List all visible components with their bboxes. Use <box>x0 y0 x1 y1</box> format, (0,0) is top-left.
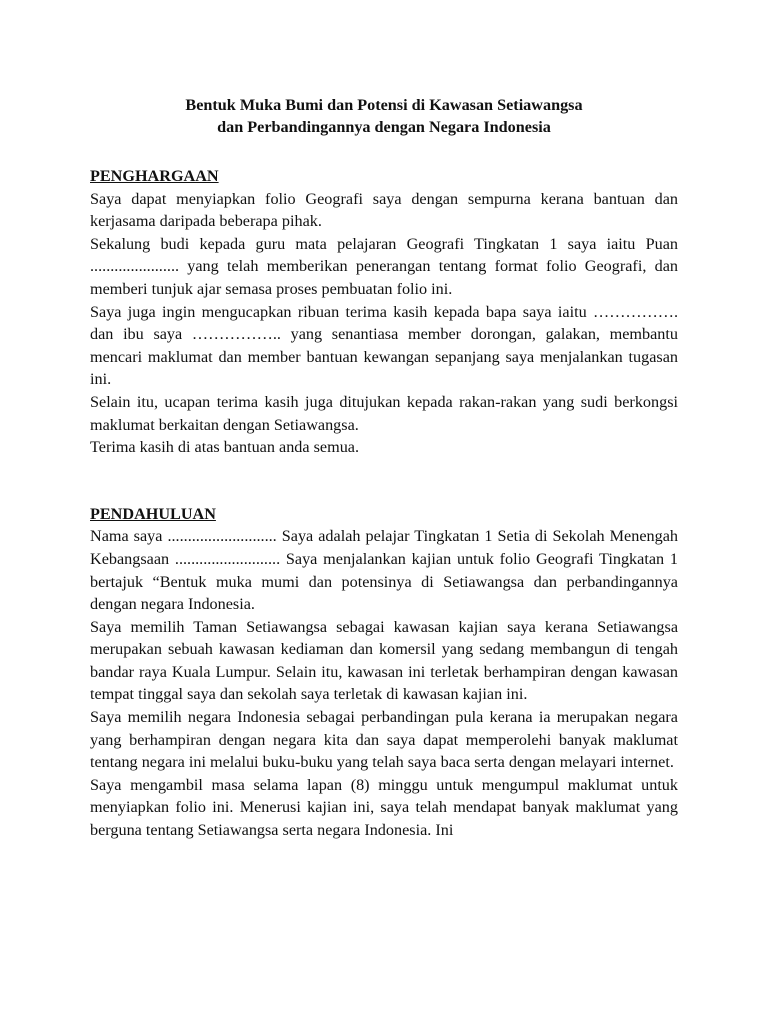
document-page <box>90 90 678 842</box>
paragraph: Nama saya ........................... Saya adalah pelajar Tingkatan 1 Setia di Sekolah Menengah Kebangsaan .......................... Saya menjalankan kajian untuk folio Geografi Tingkatan 1 bertajuk “Bentuk muka mumi dan potensinya di Setiawangsa dan perbandingannya dengan negara Indonesia. <box>90 527 678 614</box>
section-spacer <box>90 459 678 503</box>
section-heading: PENDAHULUAN <box>90 504 216 523</box>
paragraph: Saya mengambil masa selama lapan (8) minggu untuk mengumpul maklumat untuk menyiapkan folio ini. Menerusi kajian ini, saya telah mendapat banyak maklumat yang berguna tentang Setiawangsa serta negara Indonesia. Ini <box>90 775 678 840</box>
paragraph: Selain itu, ucapan terima kasih juga ditujukan kepada rakan-rakan yang sudi berkongsi maklumat berkaitan dengan Setiawangsa. <box>90 392 678 434</box>
paragraph: Saya juga ingin mengucapkan ribuan terima kasih kepada bapa saya iaitu ……………. dan ibu saya …………….. yang senantiasa member dorongan, galakan, membantu mencari maklumat dan member bantuan kewangan sepanjang saya menjalankan tugasan ini. <box>90 302 678 389</box>
paragraph: Terima kasih di atas bantuan anda semua. <box>90 438 360 457</box>
section-pendahuluan <box>90 503 678 842</box>
paragraph: Saya memilih negara Indonesia sebagai perbandingan pula kerana ia merupakan negara yang berhampiran dengan negara kita dan saya dapat memperolehi banyak maklumat tentang negara ini melalui buku-buku yang telah saya baca serta dengan melayari internet. <box>90 708 678 772</box>
paragraph: Saya dapat menyiapkan folio Geografi saya dengan sempurna kerana bantuan dan kerjasama daripada beberapa pihak. <box>90 189 678 231</box>
paragraph: Saya memilih Taman Setiawangsa sebagai kawasan kajian saya kerana Setiawangsa merupakan sebuah kawasan kediaman dan komersil yang sedang membangun di tengah bandar raya Kuala Lumpur. Selain itu, kawasan ini terletak berhampiran dengan kawasan tempat tinggal saya dan sekolah saya terletak di kawasan kajian ini. <box>90 617 678 704</box>
section-heading: PENGHARGAAN <box>90 167 219 185</box>
title-line-1: Bentuk Muka Bumi dan Potensi di Kawasan Setiawangsa <box>185 96 583 114</box>
section-penghargaan <box>90 165 678 459</box>
document-title <box>90 94 678 138</box>
paragraph: Sekalung budi kepada guru mata pelajaran Geografi Tingkatan 1 saya iaitu Puan ...................... yang telah memberikan penerangan tentang format folio Geografi, dan memberi tunjuk ajar semasa proses pembuatan folio ini. <box>90 234 678 298</box>
title-line-2: dan Perbandingannya dengan Negara Indonesia <box>217 118 551 136</box>
